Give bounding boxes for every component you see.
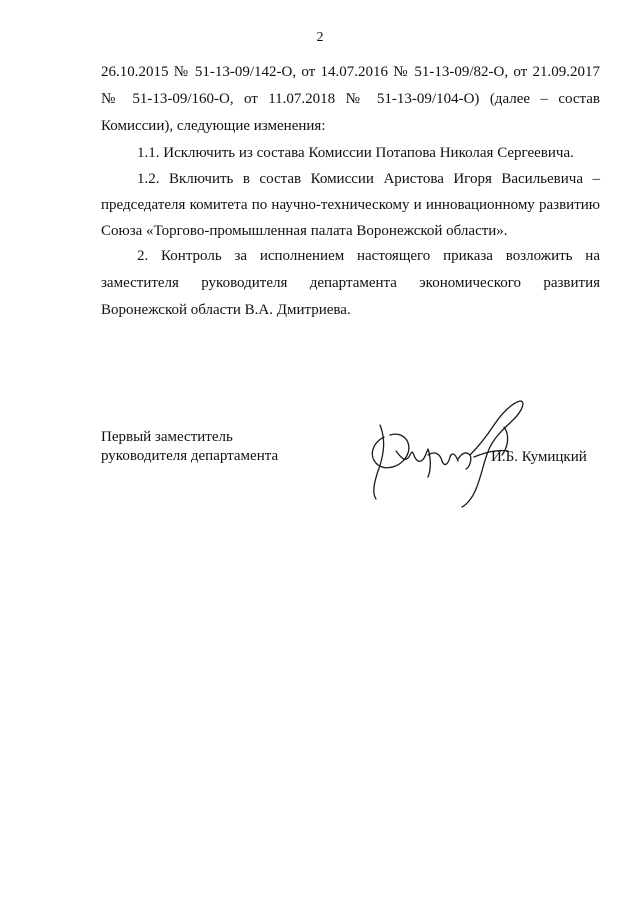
item-2-line2: заместителя руководителя департамента экономического развития — [101, 275, 600, 291]
signatory-name: И.Б. Кумицкий — [491, 449, 587, 465]
position-line2: руководителя департамента — [101, 448, 279, 464]
item-1-2-line1: 1.2. Включить в состав Комиссии Аристова Игоря Васильевича – — [137, 171, 600, 187]
paragraph1-line3: Комиссии), следующие изменения: — [101, 118, 326, 134]
item-1-2-line2: председателя комитета по научно-техническому и инновационному развитию — [101, 197, 600, 213]
item-1-1: 1.1. Исключить из состава Комиссии Потапова Николая Сергеевича. — [137, 145, 574, 161]
paragraph1-line1: 26.10.2015 № 51-13-09/142-О, от 14.07.2016 № 51-13-09/82-О, от 21.09.2017 — [101, 64, 600, 80]
position-line1: Первый заместитель — [101, 429, 233, 445]
page-number: 2 — [316, 30, 324, 45]
item-2-line1: 2. Контроль за исполнением настоящего приказа возложить на — [137, 248, 600, 264]
item-1-2-line3: Союза «Торгово-промышленная палата Воронежской области». — [101, 223, 508, 239]
paragraph1-line2: № 51-13-09/160-О, от 11.07.2018 № 51-13-09/104-О) (далее – состав — [101, 91, 600, 107]
item-2-line3: Воронежской области В.А. Дмитриева. — [101, 302, 351, 318]
signatory-position — [101, 428, 278, 466]
